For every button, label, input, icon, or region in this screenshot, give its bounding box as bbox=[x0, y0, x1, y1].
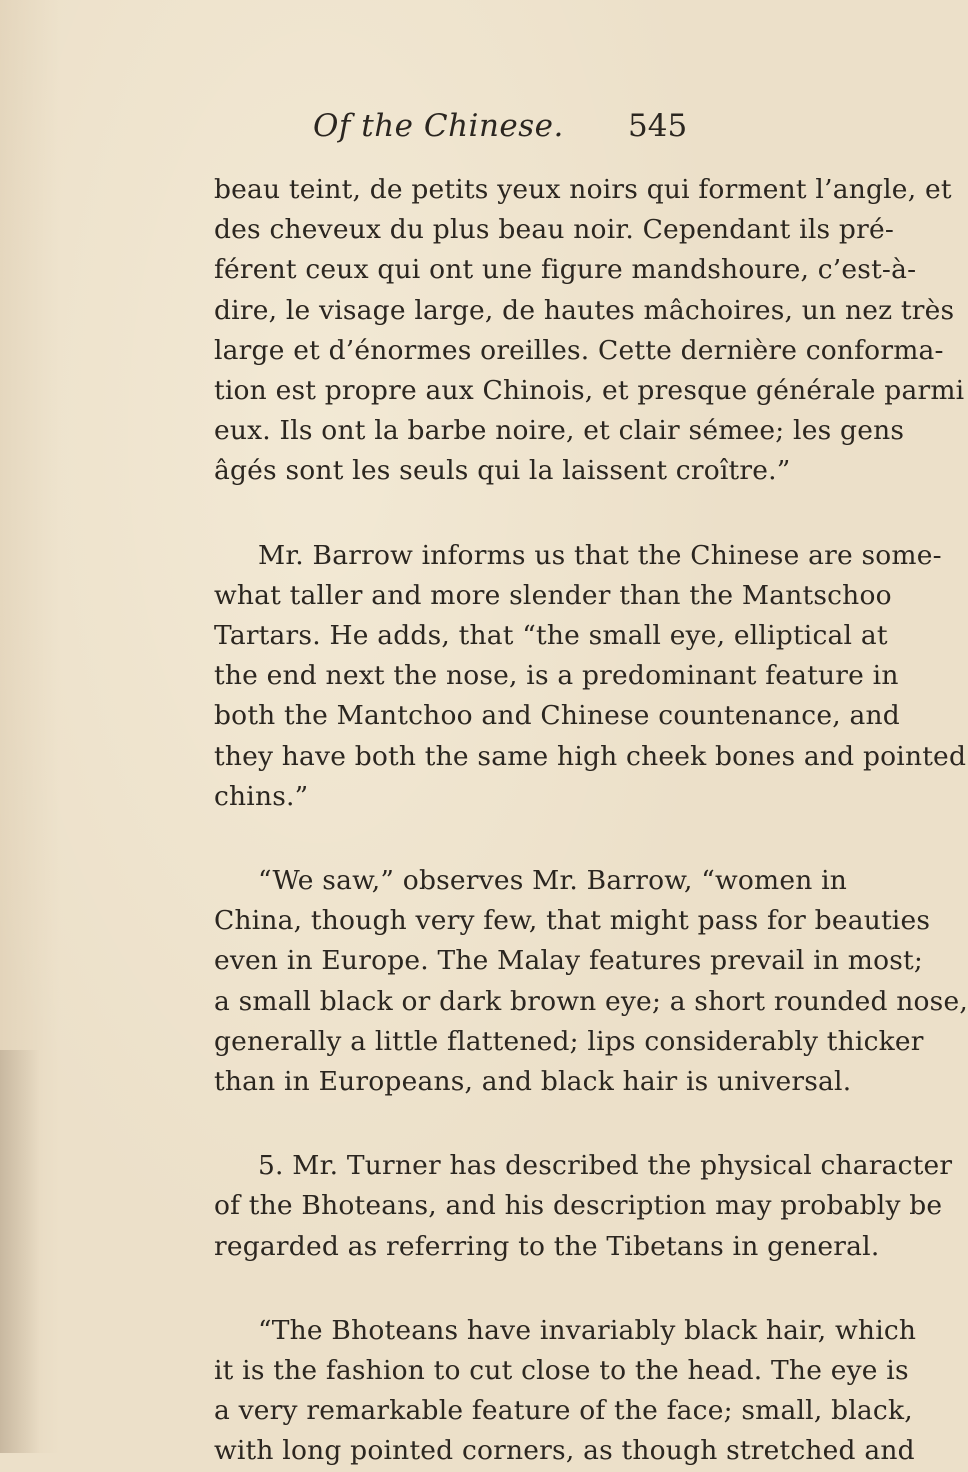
text-line: âgés sont les seuls qui la laissent croître.” bbox=[214, 455, 791, 487]
text-line: than in Europeans, and black hair is universal. bbox=[214, 1066, 852, 1098]
text-line: “We saw,” observes Mr. Barrow, “women in bbox=[258, 865, 848, 897]
text-line: dire, le visage large, de hautes mâchoires, un nez très bbox=[214, 294, 955, 326]
text-line: what taller and more slender than the Mantschoo bbox=[214, 579, 892, 611]
text-line: large et d’énormes oreilles. Cette dernière conforma- bbox=[214, 334, 944, 366]
body-text bbox=[214, 170, 968, 1472]
text-line: they have both the same high cheek bones and pointed bbox=[214, 740, 967, 772]
page-number: 545 bbox=[628, 108, 688, 144]
text-line: des cheveux du plus beau noir. Cependant ils pré- bbox=[214, 214, 894, 246]
paragraph-1 bbox=[214, 170, 965, 492]
text-line: generally a little flattened; lips considerably thicker bbox=[214, 1025, 924, 1057]
text-line: 5. Mr. Turner has described the physical character bbox=[258, 1150, 953, 1182]
text-line: Mr. Barrow informs us that the Chinese are some- bbox=[258, 539, 942, 571]
text-line: eux. Ils ont la barbe noire, et clair sémee; les gens bbox=[214, 415, 905, 447]
text-line: it is the fashion to cut close to the head. The eye is bbox=[214, 1355, 909, 1387]
paragraph-4 bbox=[214, 1146, 953, 1267]
text-line: “The Bhoteans have invariably black hair, which bbox=[258, 1314, 917, 1346]
text-line: a small black or dark brown eye; a short rounded nose, bbox=[214, 985, 968, 1017]
text-line: the end next the nose, is a predominant feature in bbox=[214, 660, 899, 692]
paragraph-2 bbox=[214, 536, 967, 817]
text-line: férent ceux qui ont une figure mandshoure, c’est-à- bbox=[214, 254, 917, 286]
text-line: Tartars. He adds, that “the small eye, elliptical at bbox=[214, 620, 888, 652]
text-line: a very remarkable feature of the face; small, black, bbox=[214, 1395, 913, 1427]
running-head bbox=[0, 108, 800, 148]
text-line: chins.” bbox=[214, 780, 309, 812]
text-line: even in Europe. The Malay features prevail in most; bbox=[214, 945, 924, 977]
text-line: with long pointed corners, as though stretched and bbox=[214, 1435, 915, 1467]
paragraph-3 bbox=[214, 861, 968, 1102]
text-line: beau teint, de petits yeux noirs qui forment l’angle, et bbox=[214, 174, 952, 205]
paragraph-5 bbox=[214, 1311, 917, 1472]
running-title: Of the Chinese. bbox=[313, 108, 564, 144]
text-line: China, though very few, that might pass for beauties bbox=[214, 905, 931, 937]
text-line: both the Mantchoo and Chinese countenance, and bbox=[214, 700, 900, 732]
page-edge-shadow bbox=[0, 1050, 40, 1453]
text-line: tion est propre aux Chinois, et presque générale parmi bbox=[214, 375, 965, 407]
text-line: of the Bhoteans, and his description may probably be bbox=[214, 1190, 943, 1222]
text-line: regarded as referring to the Tibetans in general. bbox=[214, 1230, 880, 1262]
